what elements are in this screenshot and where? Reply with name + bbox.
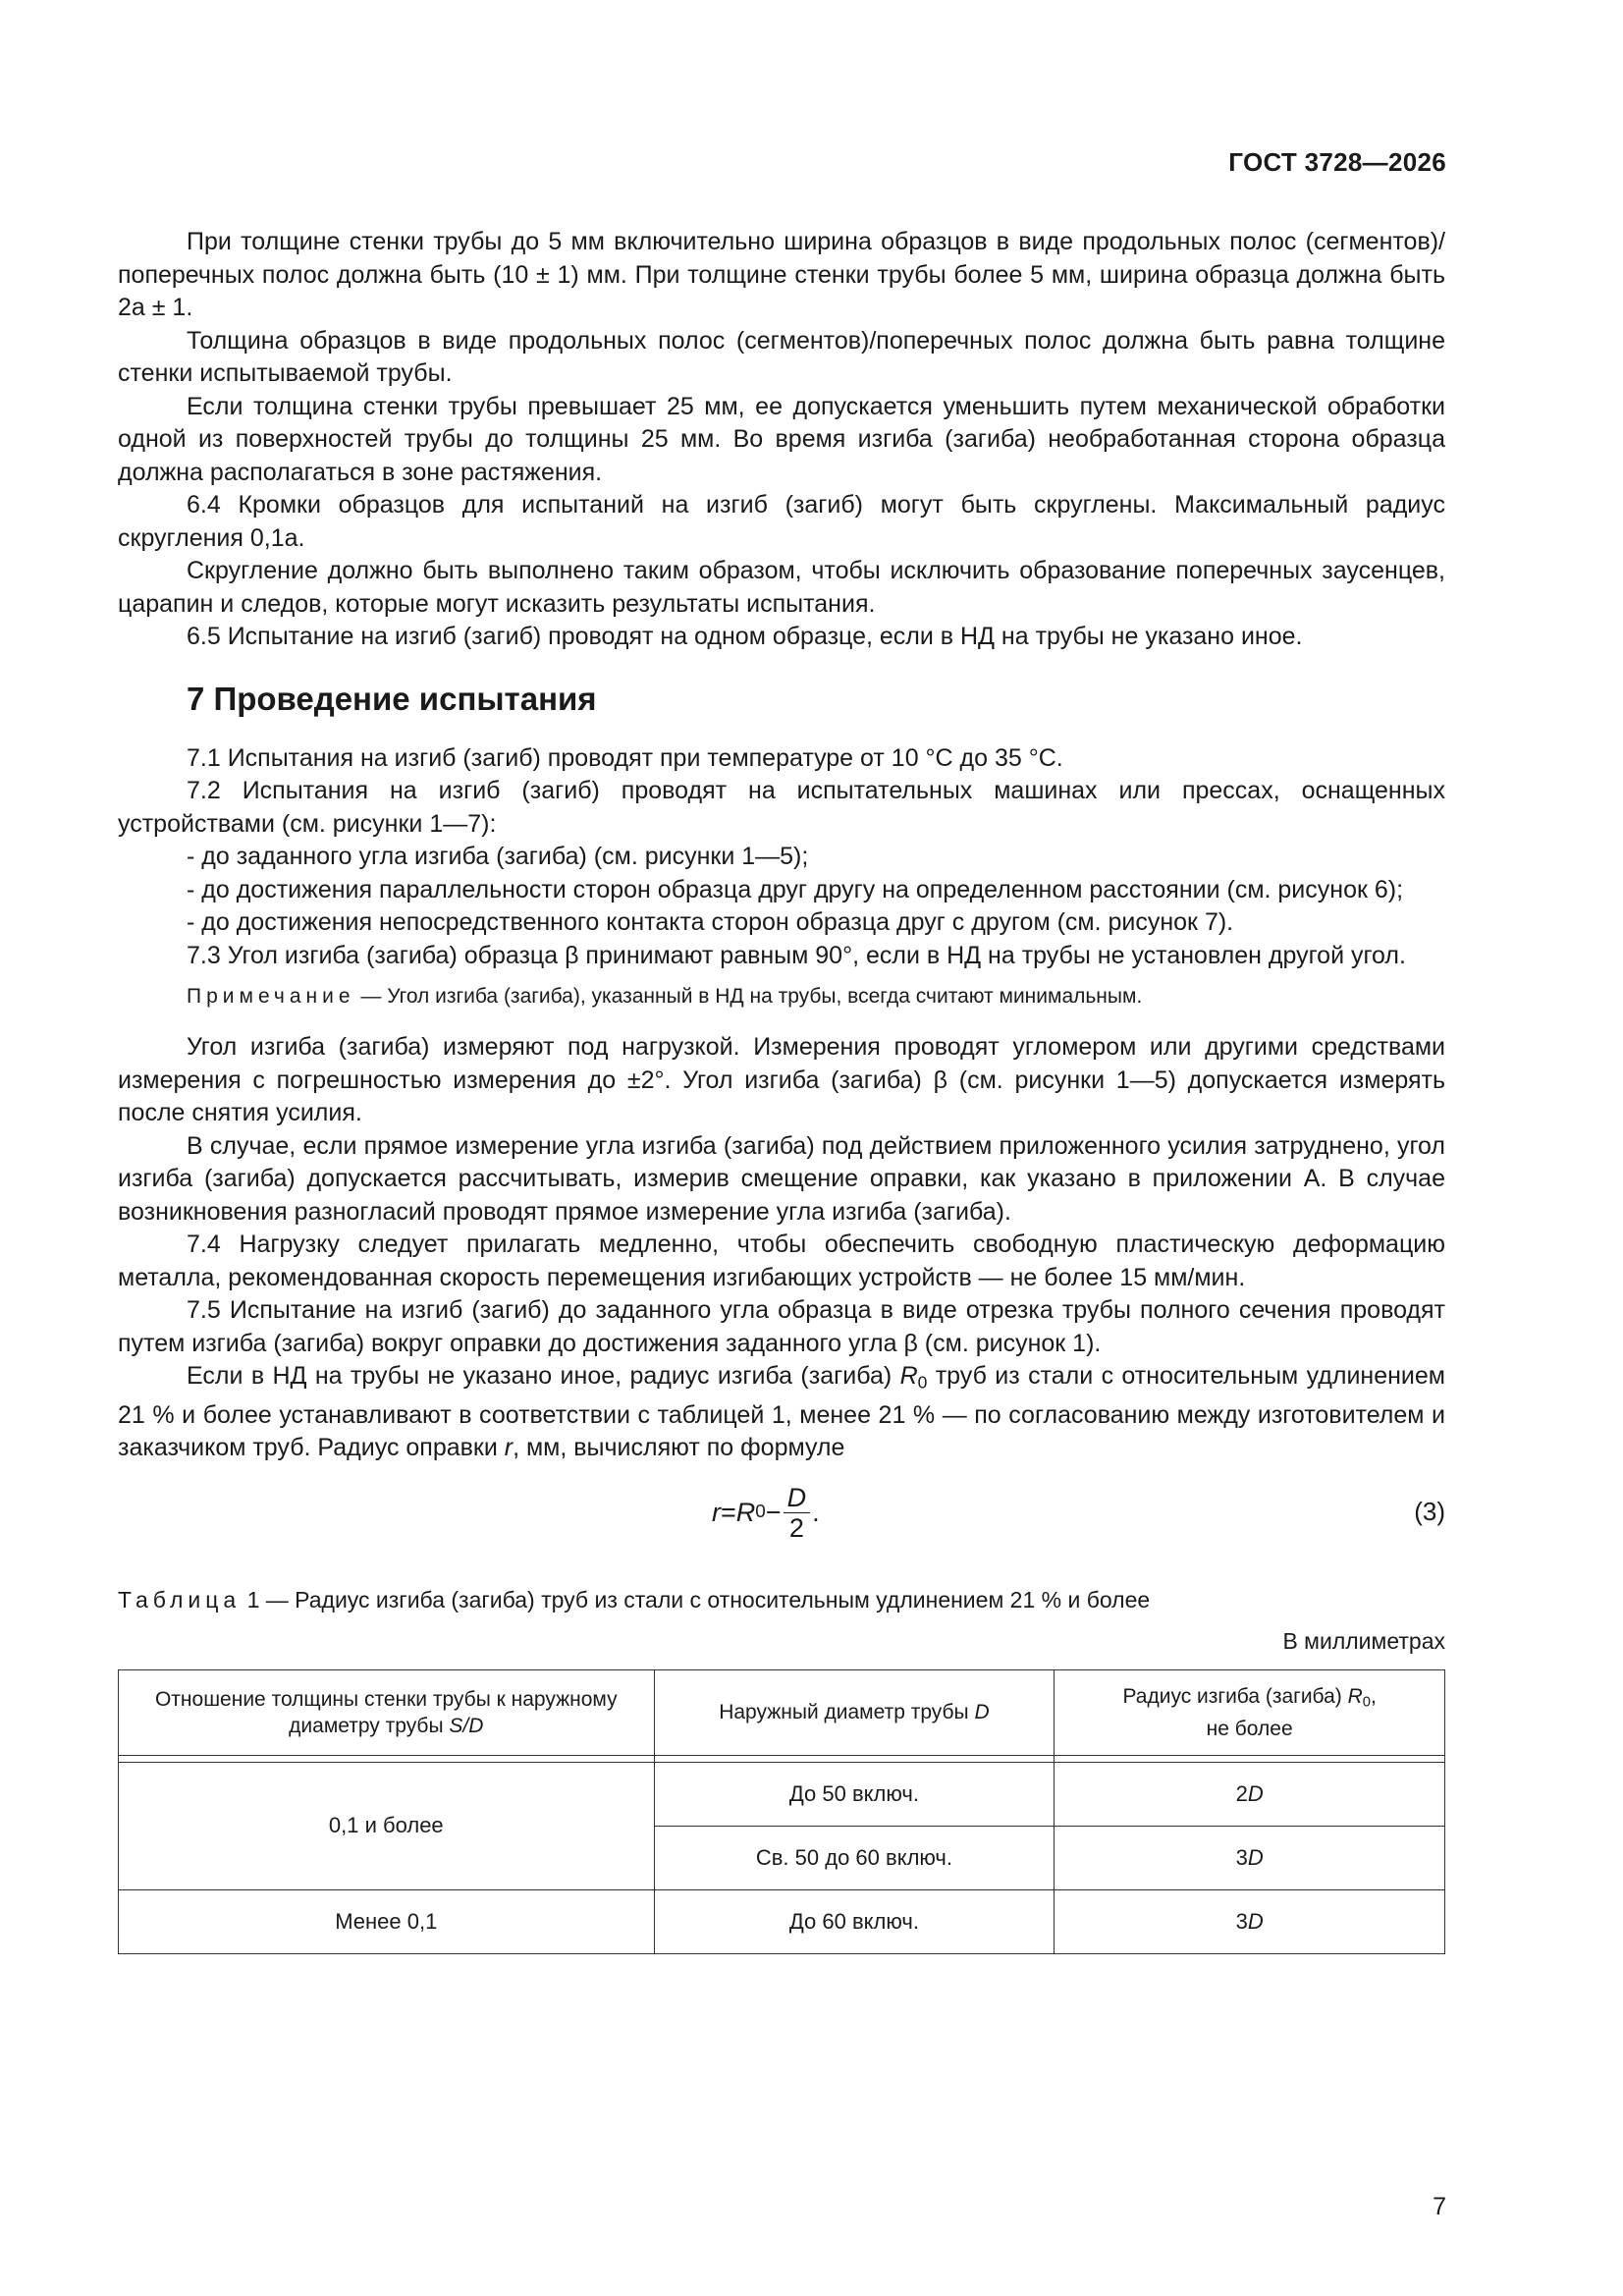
cell-ratio: Менее 0,1 (119, 1889, 655, 1953)
list-item-parallel: - до достижения параллельности сторон образца друг другу на определенном расстоянии (см. рисунок 6); (187, 875, 1404, 903)
paragraph-angle-measure: Угол изгиба (загиба) измеряют под нагрузкой. Измерения проводят угломером или другими средствами измерения с погрешностью измерения до ±2°. Угол изгиба (загиба) β (см. рисунки 1—5) допускается измерять после снятия усилия. (118, 1033, 1445, 1126)
fraction: $\frac{D}{2}$ (784, 1483, 811, 1543)
header-diameter: Наружный диаметр трубы D (654, 1669, 1055, 1755)
cell-diameter: Св. 50 до 60 включ. (654, 1826, 1055, 1889)
paragraph-formula-intro: Если в НД на трубы не указано иное, радиус изгиба (загиба) $R_0$ труб из стали с относительным удлинением 21 % и более устанавливают в соответствии с таблицей 1, менее 21 % — по согласованию между изготовителем и заказчиком труб. Радиус оправки r, мм, вычисляют по формуле (118, 1362, 1445, 1462)
paragraph-7-2: 7.2 Испытания на изгиб (загиб) проводят на испытательных машинах или прессах, оснащенных устройствами (см. рисунки 1—7): (118, 777, 1445, 838)
paragraph-angle-calc: В случае, если прямое измерение угла изгиба (загиба) под действием приложенного усилия затруднено, угол изгиба (загиба) допускается рассчитывать, измерив смещение оправки, как указано в приложении А. В случае возникновения разногласий проводят прямое измерение угла изгиба (загиба). (118, 1131, 1445, 1226)
note-text: — Угол изгиба (загиба), указанный в НД на трубы, всегда считают минимальным. (354, 985, 1143, 1008)
formula-expression: r = R 0 − $\frac{D}{2}$ . (712, 1482, 820, 1543)
paragraph-text: При толщине стенки трубы до 5 мм включительно ширина образцов в виде продольных полос (сегментов)/поперечных полос должна быть (10 ± 1) мм. При толщине стенки трубы более 5 мм, ширина образца должна быть 2a ± 1. (118, 228, 1445, 321)
note (187, 982, 1445, 1011)
table-caption-text: 1 — Радиус изгиба (загиба) труб из стали с относительным удлинением 21 % и более (241, 1586, 1151, 1613)
paragraph-specimen-width (118, 226, 1445, 325)
cell-radius: 3D (1055, 1889, 1445, 1953)
paragraph-rounding: Скругление должно быть выполнено таким образом, чтобы исключить образование поперечных заусенцев, царапин и следов, которые могут исказить результаты испытания. (118, 557, 1445, 618)
mandrel-radius-symbol: r (504, 1434, 514, 1462)
paragraph-6-4: 6.4 Кромки образцов для испытаний на изгиб (загиб) могут быть скруглены. Максимальный радиус скругления 0,1a. (118, 491, 1445, 552)
paragraph-7-3: 7.3 Угол изгиба (загиба) образца β принимают равным 90°, если в НД на трубы не установлен другой угол. (187, 941, 1406, 969)
cell-ratio: 0,1 и более (119, 1762, 655, 1889)
paragraph-7-5: 7.5 Испытание на изгиб (загиб) до заданного угла образца в виде отрезка трубы полного сечения проводят путем изгиба (загиба) вокруг оправки до достижения заданного угла β (см. рисунок 1). (118, 1296, 1445, 1357)
page-number: 7 (1433, 2193, 1446, 2220)
cell-radius: 2D (1055, 1762, 1445, 1826)
table-caption (118, 1583, 1445, 1616)
note-label: Примечание (187, 985, 355, 1008)
header-separator (119, 1755, 1445, 1762)
table-units: В миллиметрах (1282, 1627, 1445, 1654)
page-body (118, 226, 1445, 1954)
formula-number: (3) (1414, 1496, 1445, 1526)
table-row (119, 1762, 1445, 1826)
table-caption-label: Таблица (118, 1586, 242, 1613)
paragraph-machining: Если толщина стенки трубы превышает 25 мм, ее допускается уменьшить путем механической обработки одной из поверхностей трубы до толщины 25 мм. Во время изгиба (загиба) необработанная сторона образца должна располагаться в зоне растяжения. (118, 392, 1445, 486)
paragraph-6-5: 6.5 Испытание на изгиб (загиб) проводят на одном образце, если в НД на трубы не указано иное. (187, 623, 1303, 650)
paragraph-7-4: 7.4 Нагрузку следует прилагать медленно, чтобы обеспечить свободную пластическую деформацию металла, рекомендованная скорость перемещения изгибающих устройств — не более 15 мм/мин. (118, 1230, 1445, 1291)
cell-diameter: До 60 включ. (654, 1889, 1055, 1953)
bend-radius-table (118, 1669, 1445, 1954)
table-header-row (119, 1669, 1445, 1755)
radius-symbol: R (899, 1362, 918, 1390)
list-item-angle: - до заданного угла изгиба (загиба) (см. рисунки 1—5); (187, 843, 809, 870)
cell-radius: 3D (1055, 1826, 1445, 1889)
formula (118, 1477, 1445, 1556)
list-item-contact: - до достижения непосредственного контакта сторон образца друг с другом (см. рисунок 7). (187, 908, 1234, 936)
section-heading: 7 Проведение испытания (187, 680, 597, 717)
header-radius: Радиус изгиба (загиба) $R_0$, не более (1055, 1669, 1445, 1755)
header-ratio: Отношение толщины стенки трубы к наружному диаметру трубы S/D (119, 1669, 655, 1755)
cell-diameter: До 50 включ. (654, 1762, 1055, 1826)
paragraph-specimen-thickness: Толщина образцов в виде продольных полос (сегментов)/поперечных полос должна быть равна толщине стенки испытываемой трубы. (118, 326, 1445, 387)
paragraph-7-1: 7.1 Испытания на изгиб (загиб) проводят при температуре от 10 °С до 35 °С. (187, 743, 1063, 772)
document-id: ГОСТ 3728—2026 (1228, 147, 1446, 177)
table-row (119, 1889, 1445, 1953)
